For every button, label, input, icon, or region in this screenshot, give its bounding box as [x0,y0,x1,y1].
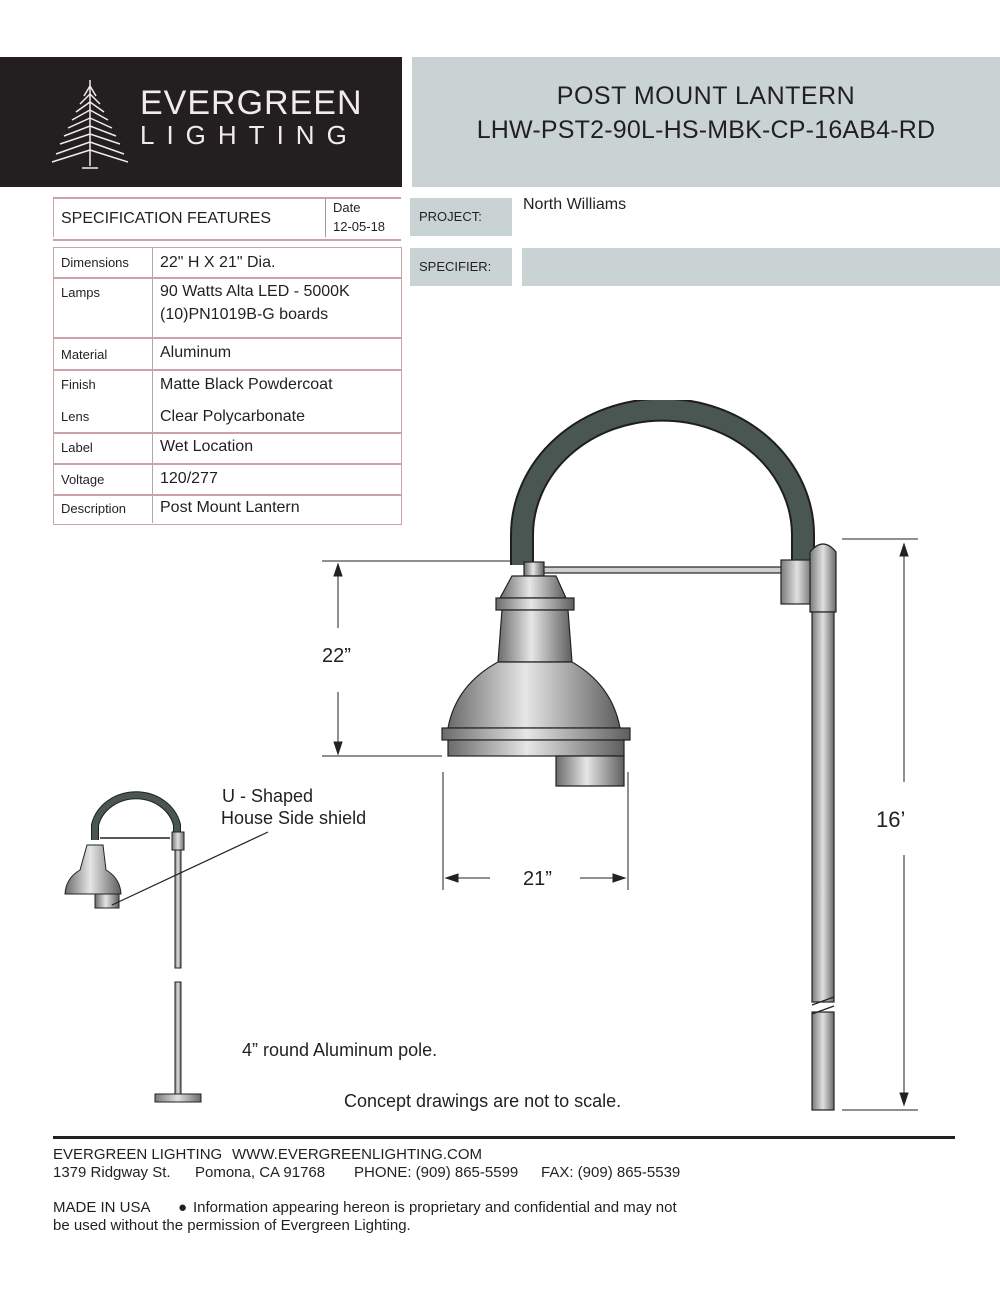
pole-note: 4” round Aluminum pole. [242,1040,438,1060]
footer-notice-line2: be used without the permission of Evergreen Lighting. [53,1217,411,1234]
spec-value-voltage: 120/277 [160,470,218,487]
footer-address: 1379 Ridgway St. [53,1164,171,1181]
footer-company: EVERGREEN LIGHTING [53,1146,223,1163]
brand-name: EVERGREEN [140,84,363,122]
lantern-shade [442,562,630,756]
spec-value-dimensions: 22" H X 21" Dia. [160,254,276,271]
spec-value-lens: Clear Polycarbonate [160,408,305,425]
footer-fax: FAX: (909) 865-5539 [541,1164,681,1181]
callout-shield-line1: U - Shaped [222,786,314,806]
model-number: LHW-PST2-90L-HS-MBK-CP-16AB4-RD [476,116,936,144]
spec-table-title: SPECIFICATION FEATURES [61,210,272,227]
spec-label-lens: Lens [61,409,90,424]
pole-upper [812,612,834,1002]
scale-note: Concept drawings are not to scale. [344,1091,622,1111]
row-divider [53,369,401,371]
callout-leader [112,832,268,905]
fixture-drawing [0,400,1000,1130]
pole-cap [810,544,836,612]
project-value: North Williams [523,196,627,213]
spec-label-finish: Finish [61,377,96,392]
footer-phone: PHONE: (909) 865-5599 [354,1164,519,1181]
pole-lower [812,1012,834,1110]
specifier-label: SPECIFIER: [419,259,492,274]
height-dimension-label: 22” [322,645,351,667]
date-value: 12-05-18 [333,219,386,234]
spec-label-description: Description [61,501,127,516]
pole-height-label: 16’ [876,807,906,832]
house-side-shield [556,756,624,786]
pole-collar [781,560,813,604]
brand-subname: LIGHTING [140,120,359,150]
pine-tree-logo-icon [48,76,132,172]
bullet-icon: ● [178,1199,188,1216]
width-dimension-label: 21” [523,868,552,890]
spec-label-lamps: Lamps [61,285,101,300]
spec-label-dimensions: Dimensions [61,255,129,270]
spec-value-finish: Matte Black Powdercoat [160,376,333,393]
callout-shield-line2: House Side shield [221,808,367,828]
spec-value-lamps: 90 Watts Alta LED - 5000K [160,283,350,300]
footer-notice-line1: Information appearing hereon is proprietary and confidential and may not [193,1199,677,1216]
spec-value-description: Post Mount Lantern [160,499,300,516]
footer-website: WWW.EVERGREENLIGHTING.COM [232,1146,483,1163]
row-divider [53,337,401,339]
product-title: POST MOUNT LANTERN [556,82,856,110]
overview-drawing [65,795,201,1102]
project-label: PROJECT: [419,209,482,224]
spec-label-voltage: Voltage [61,472,105,487]
spec-label-material: Material [61,347,108,362]
footer-divider [53,1136,955,1139]
footer-city: Pomona, CA 91768 [195,1164,326,1181]
date-label: Date [333,200,361,215]
gooseneck-arm [522,410,803,565]
spec-value-lamps-boards: (10)PN1019B-G boards [160,306,329,323]
support-rod [540,567,785,573]
row-divider [53,277,401,279]
spec-value-label: Wet Location [160,438,254,455]
footer-made-in: MADE IN USA [53,1199,151,1216]
spec-label-label: Label [61,440,93,455]
specifier-value-cell [522,248,1000,286]
spec-value-material: Aluminum [160,344,232,361]
